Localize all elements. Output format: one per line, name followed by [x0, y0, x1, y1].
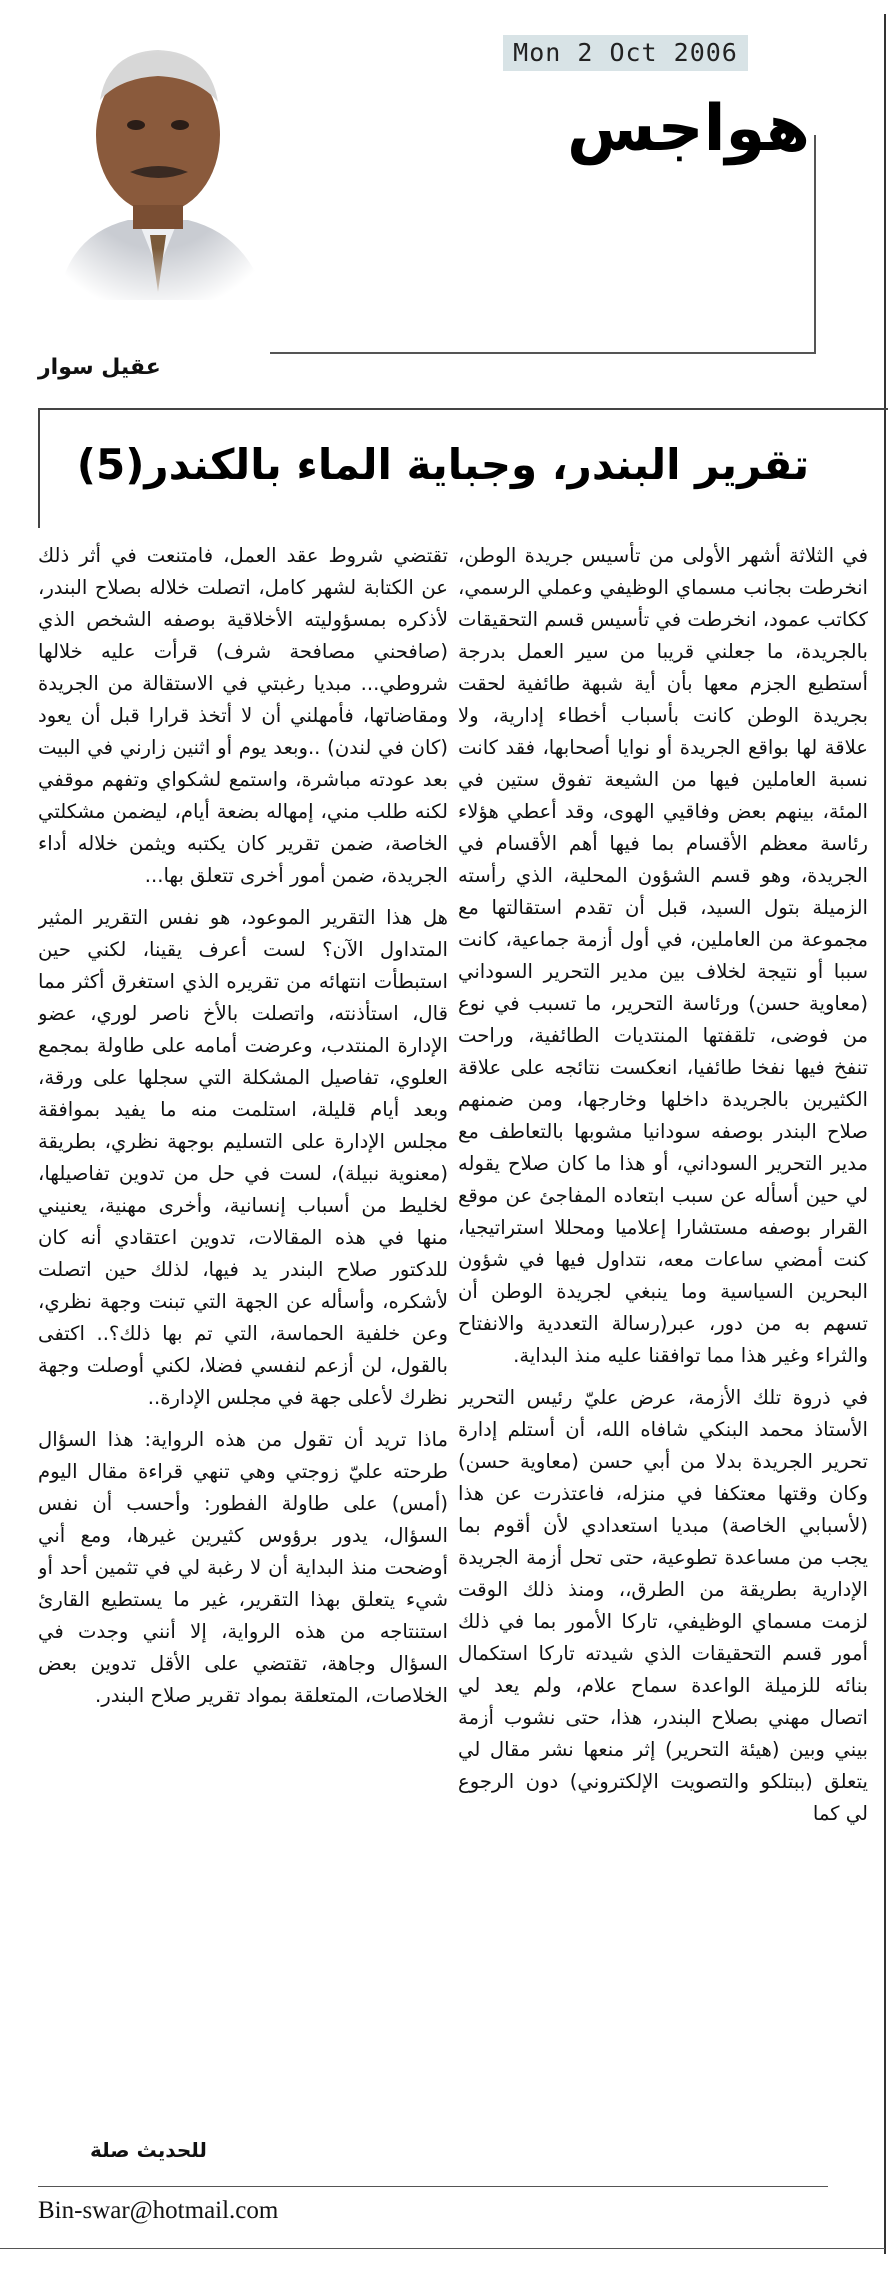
author-email[interactable]: Bin-swar@hotmail.com — [38, 2197, 279, 2224]
article-title: تقرير البندر، وجباية الماء بالكندر(5) — [76, 440, 810, 489]
author-name: عقيل سوار — [38, 355, 161, 380]
paragraph: في الثلاثة أشهر الأولى من تأسيس جريدة الوطن، انخرطت بجانب مسماي الوظيفي وعملي الرسمي، ككاتب عمود، انخرطت في تأسيس قسم التحقيقات بالجريدة، ما جعلني قريبا من سير العمل بدرجة أستطيع الجزم معها بأن أية شبهة طائفية لحقت بجريدة الوطن كانت بأسباب أخطاء إدارية، ولا علاقة لها بواقع الجريدة أو نوايا أصحابها، فقد كانت نسبة العاملين فيها من الشيعة تفوق ستين في المئة، بينهم بعض وفاقيي الهوى، وقد أعطي هؤلاء رئاسة معظم الأقسام بما فيها أهم الأقسام في الجريدة، وهو قسم الشؤون المحلية، الذي رأسته الزميلة بتول السيد، قبل أن تقدم استقالتها مع مجموعة من العاملين، في أول أزمة جماعية، كانت سببا أو نتيجة لخلاف بين مدير التحرير السوداني (معاوية حسن) ورئاسة التحرير، ما تسبب في نوع من فوضى، تلقفتها المنتديات الطائفية، وراحت تنفخ فيها نفخا طائفيا، انعكست نتائجه على علاقة الكثيرين بالجريدة داخلها وخارجها، ومن ضمنهم صلاح البندر بوصفه سودانيا مشوبها بالتعاطف مع مدير التحرير السوداني، أو هذا ما كان صلاح يقوله لي حين أسأله عن سبب ابتعاده المفاجئ عن موقع القرار بوصفه مستشارا إعلاميا ومحللا استراتيجيا، كنت أمضي ساعات معه، نتداول فيها في شؤون البحرين السياسية وما ينبغي لجريدة الوطن أن تسهم به من دور، عبر(رسالة التعددية والانفتاح والثراء وغير هذا مما توافقنا عليه منذ البداية. — [458, 544, 868, 1367]
issue-date: Mon 2 Oct 2006 — [503, 35, 748, 71]
header-divider-horizontal — [270, 352, 816, 354]
column-masthead: هواجس — [566, 92, 810, 166]
header-divider-vertical — [814, 135, 816, 353]
author-photo — [38, 30, 278, 300]
page-edge-rule — [884, 14, 886, 2254]
footer-divider — [38, 2186, 828, 2187]
paragraph: هل هذا التقرير الموعود، هو نفس التقرير المثير المتداول الآن؟ لست أعرف يقينا، لكني حين استبطأت انتهائه من تقريره الذي استغرق أكثر مما قال، استأذنته، واتصلت بالأخ ناصر لوري، عضو الإدارة المنتدب، وعرضت أمامه على طاولة بمجمع العلوي، تفاصيل المشكلة التي سجلها على ورقة، وبعد أيام قليلة، استلمت منه ما يفيد بموافقة مجلس الإدارة على التسليم بوجهة نظري، بطريقة (معنوية نبيلة)، لست في حل من تدوين تفاصيلها، لخليط من أسباب إنسانية، وأخرى مهنية، يعنيني منها في هذه المقالات، تدوين اعتقادي أنه كان للدكتور صلاح البندر يد فيها، لذلك حين اتصلت لأشكره، وأسأله عن الجهة التي تبنت وجهة نظري، وعن خلفية الحماسة، التي تم بها ذلك؟.. اكتفى بالقول، لن أزعم لنفسي فضلا، لكني أوصلت وجهة نظرك لأعلى جهة في مجلس الإدارة.. — [38, 906, 448, 1409]
paragraph: في ذروة تلك الأزمة، عرض عليّ رئيس التحرير الأستاذ محمد البنكي شافاه الله، أن أستلم إدارة تحرير الجريدة بدلا من أبي حسن (معاوية حسن) وكان وقتها معتكفا في منزله، فاعتذرت عن هذا (لأسبابي الخاصة) مبديا استعدادي لأن أقوم بما يجب من مساعدة تطوعية، حتى تحل أزمة الجريدة الإدارية بطريقة من الطرق،، ومنذ ذلك الوقت لزمت مسماي الوظيفي، تاركا الأمور بما في ذلك أمور قسم التحقيقات الذي شيدته تاركا استكمال بنائه للزميلة الواعدة سماح علام، ولم يعد لي اتصال مهني بصلاح البندر، هذا، حتى نشوب أزمة بيني وبين (هيئة التحرير) إثر منعها نشر مقال لي يتعلق (ببتلكو والتصويت الإلكتروني) دون الرجوع لي كما — [458, 1386, 868, 1825]
footer-bottom-rule — [0, 2248, 885, 2249]
to-be-continued: للحديث صلة — [90, 2138, 207, 2162]
article-column-right — [458, 540, 868, 2170]
article-column-left — [38, 540, 448, 2130]
paragraph: تقتضي شروط عقد العمل، فامتنعت في أثر ذلك عن الكتابة لشهر كامل، اتصلت خلاله بصلاح البندر، لأذكره بمسؤوليته الأخلاقية بوصفه الشخص الذي (صافحني مصافحة شرف) قرأت عليه خلالها شروطي... مبديا رغبتي في الاستقالة من الجريدة ومقاضاتها، فأمهلني أن لا أتخذ قرارا قبل أن يعود (كان في لندن) ..وبعد يوم أو اثنين زارني في البيت بعد عودته مباشرة، واستمع لشكواي وتفهم موقفي لكنه طلب مني، إمهاله بضعة أيام، ليضمن مشكلتي الخاصة، ضمن تقرير كان يكتبه ويثمن خلاله أداء الجريدة، ضمن أمور أخرى تتعلق بها... — [38, 544, 448, 887]
paragraph: ماذا تريد أن تقول من هذه الرواية: هذا السؤال طرحته عليّ زوجتي وهي تنهي قراءة مقال اليوم (أمس) على طاولة الفطور: وأحسب أن نفس السؤال، يدور برؤوس كثيرين غيرها، ومع أني أوضحت منذ البداية أن لا رغبة لي في تثمين أحد أو شيء يتعلق بهذا التقرير، غير ما يستطيع القارئ استنتاجه من هذه الرواية، إلا أنني وجدت في السؤال وجاهة، تقتضي على الأقل تدوين بعض الخلاصات، المتعلقة بمواد تقرير صلاح البندر. — [38, 1428, 448, 1707]
